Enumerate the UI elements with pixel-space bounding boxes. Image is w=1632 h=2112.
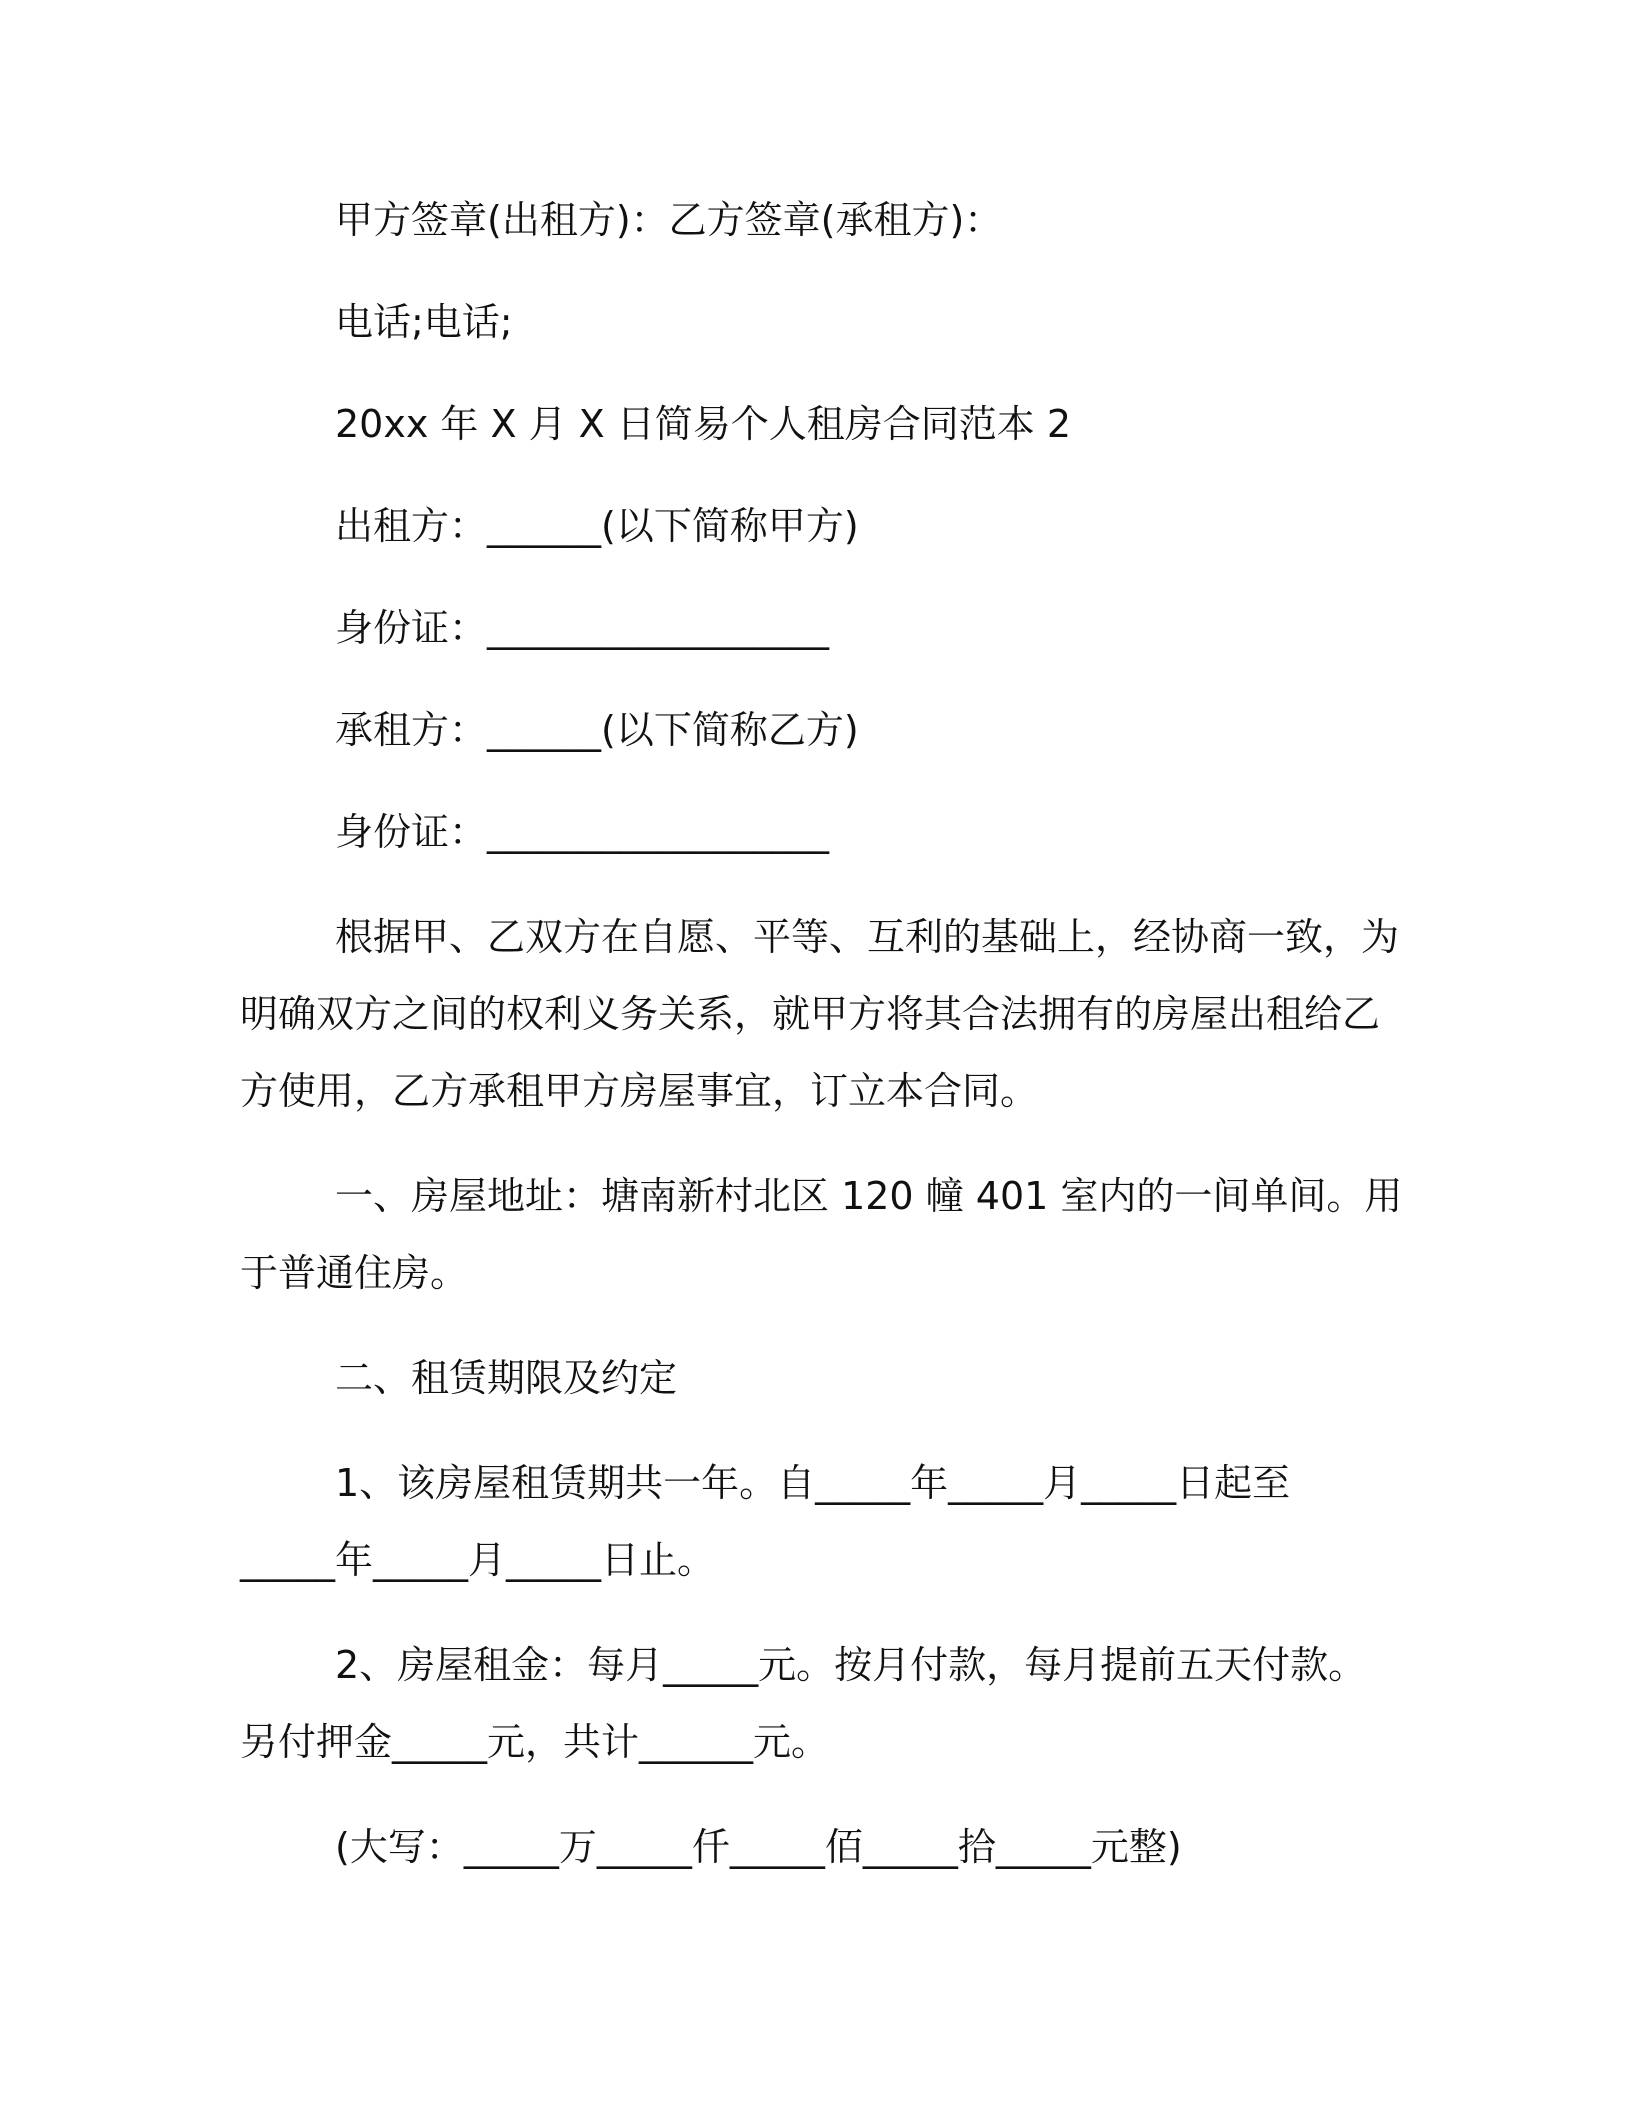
lessor-line: 出租方：______(以下简称甲方) — [335, 504, 859, 548]
lessee-line: 承租方：______(以下简称乙方) — [335, 708, 859, 752]
phone-line: 电话;电话; — [335, 300, 513, 344]
lessee-id-line: 身份证：__________________ — [335, 810, 830, 854]
item-2-line-2: 另付押金_____元，共计______元。 — [240, 1720, 830, 1764]
amount-in-words-line: (大写：_____万_____仟_____佰_____拾_____元整) — [335, 1825, 1182, 1869]
intro-paragraph-line-3: 方使用，乙方承租甲方房屋事宜，订立本合同。 — [240, 1069, 1039, 1113]
intro-paragraph-line-2: 明确双方之间的权利义务关系，就甲方将其合法拥有的房屋出租给乙 — [240, 992, 1381, 1036]
lessor-id-line: 身份证：__________________ — [335, 606, 830, 650]
contract-title: 20xx 年 X 月 X 日简易个人租房合同范本 2 — [335, 402, 1072, 446]
clause-1-line-1: 一、房屋地址：塘南新村北区 120 幢 401 室内的一间单间。用 — [335, 1174, 1403, 1218]
signature-line: 甲方签章(出租方)：乙方签章(承租方)： — [335, 198, 1003, 242]
clause-2-heading: 二、租赁期限及约定 — [335, 1356, 678, 1400]
clause-1-line-2: 于普通住房。 — [240, 1251, 469, 1295]
item-2-line-1: 2、房屋租金：每月_____元。按月付款，每月提前五天付款。 — [335, 1643, 1367, 1687]
item-1-line-1: 1、该房屋租赁期共一年。自_____年_____月_____日起至 — [335, 1461, 1291, 1505]
intro-paragraph-line-1: 根据甲、乙双方在自愿、平等、互利的基础上，经协商一致，为 — [335, 915, 1400, 959]
item-1-line-2: _____年_____月_____日止。 — [240, 1538, 716, 1582]
